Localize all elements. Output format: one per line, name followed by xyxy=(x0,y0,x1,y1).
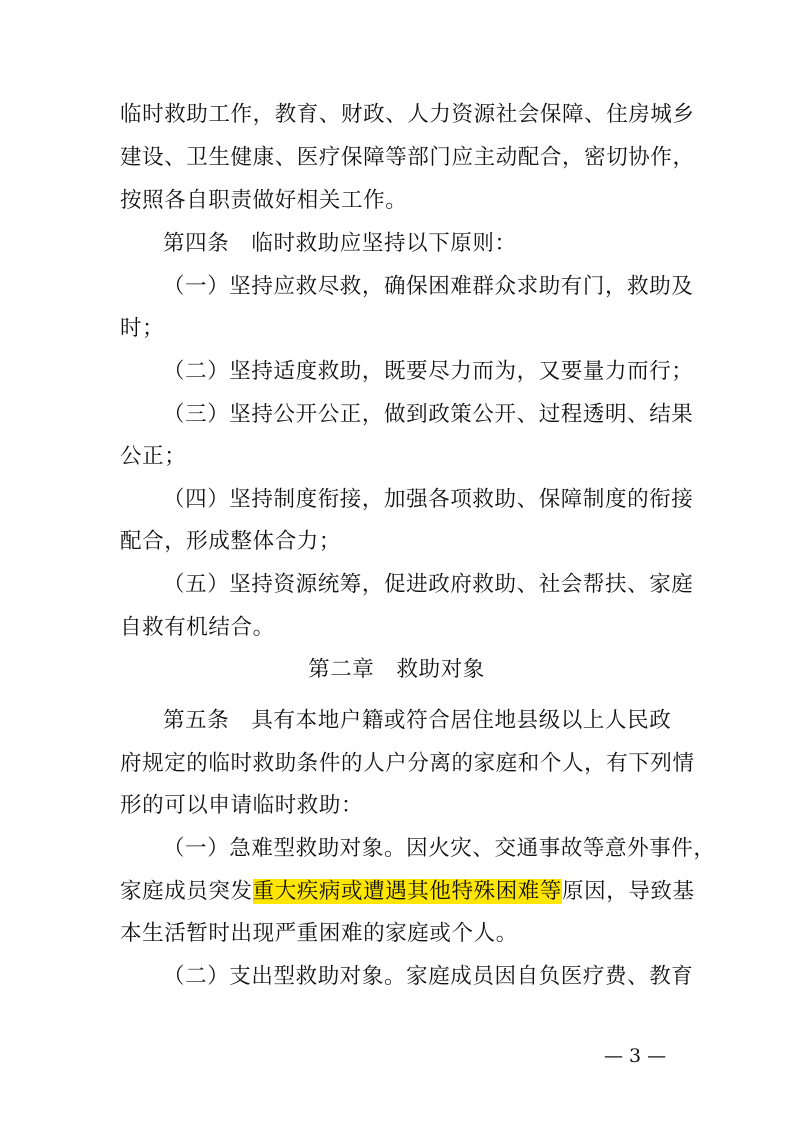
text-line: 时； xyxy=(120,316,165,341)
text-line: 府规定的临时救助条件的人户分离的家庭和个人，有下列情 xyxy=(120,751,695,776)
page-number: — 3 — xyxy=(604,1045,667,1067)
text-line: 本生活暂时出现严重困难的家庭或个人。 xyxy=(120,921,518,946)
text-line: 配合，形成整体合力； xyxy=(120,529,342,554)
text-line: 公正； xyxy=(120,444,187,469)
article-5-heading: 第五条 具有本地户籍或符合居住地县级以上人民政 xyxy=(163,708,672,733)
text-line: （四）坚持制度衔接，加强各项救助、保障制度的衔接 xyxy=(163,487,694,512)
text-line: 临时救助工作，教育、财政、人力资源社会保障、住房城乡 xyxy=(120,102,695,127)
text-span: 原因，导致基 xyxy=(562,879,695,904)
text-line: （二）支出型救助对象。家庭成员因自负医疗费、教育 xyxy=(163,964,694,989)
article-4-heading: 第四条 临时救助应坚持以下原则： xyxy=(163,231,517,256)
text-line: 按照各自职责做好相关工作。 xyxy=(120,188,408,213)
text-line: （二）坚持适度救助，既要尽力而为，又要量力而行； xyxy=(163,359,694,384)
highlighted-text: 重大疾病或遭遇其他特殊困难等 xyxy=(252,879,563,904)
text-line: （三）坚持公开公正，做到政策公开、过程透明、结果 xyxy=(163,402,694,427)
chapter-heading: 第二章 救助对象 xyxy=(308,657,485,682)
text-line: （一）急难型救助对象。因火灾、交通事故等意外事件， xyxy=(163,836,716,861)
highlighted-text-line xyxy=(120,877,695,907)
text-line: 自救有机结合。 xyxy=(120,615,275,640)
text-line: 形的可以申请临时救助： xyxy=(120,793,364,818)
text-span: 家庭成员突发 xyxy=(120,879,253,904)
text-line: 建设、卫生健康、医疗保障等部门应主动配合，密切协作， xyxy=(120,145,695,170)
text-line: （一）坚持应救尽救，确保困难群众求助有门，救助及 xyxy=(163,274,694,299)
text-line: （五）坚持资源统筹，促进政府救助、社会帮扶、家庭 xyxy=(163,572,694,597)
